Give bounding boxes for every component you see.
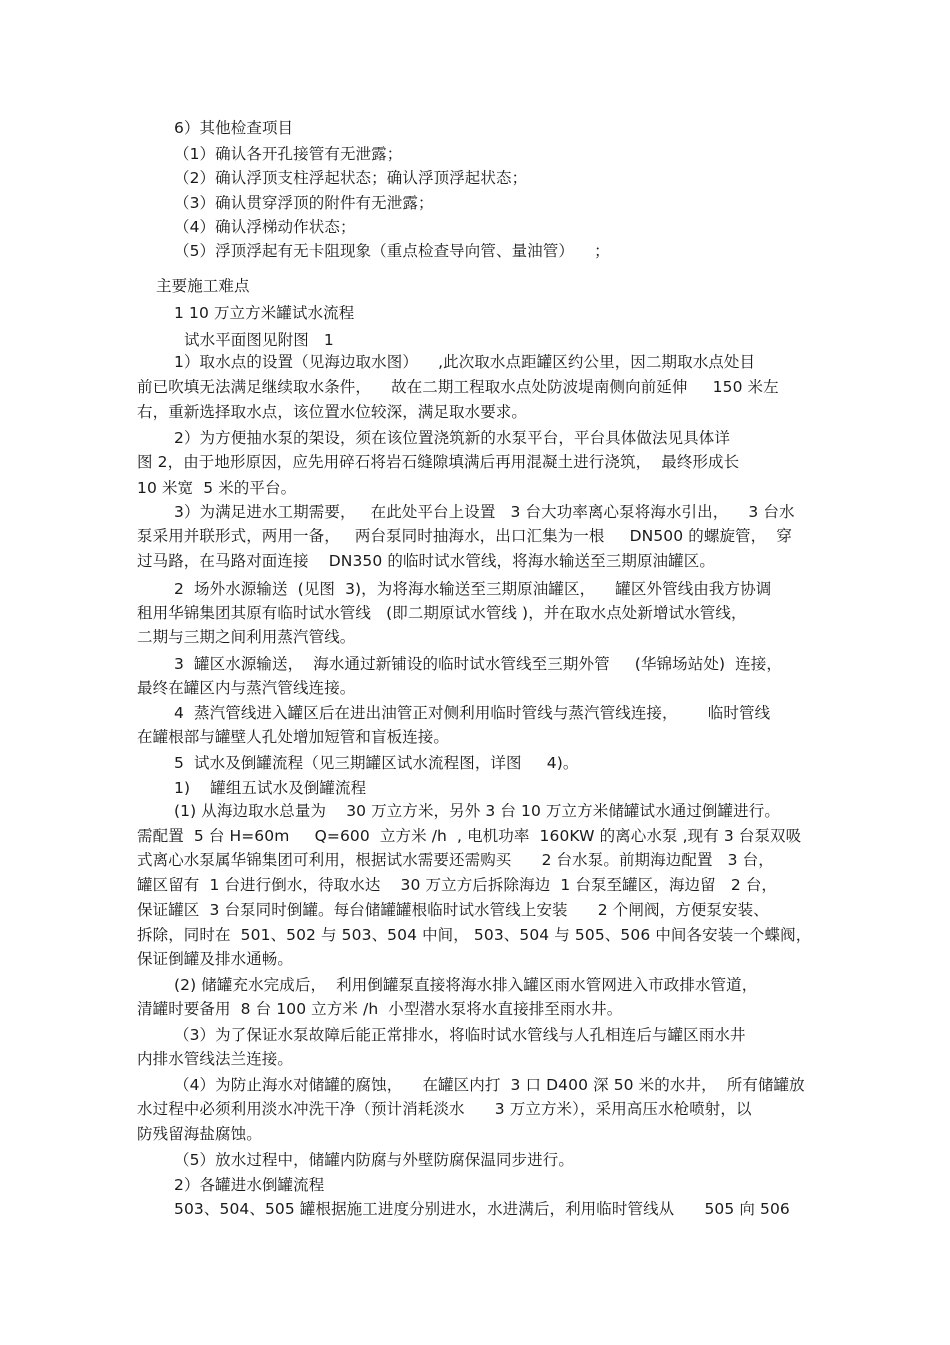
paragraph-line: 最终在罐区内与蒸汽管线连接。 xyxy=(137,679,356,697)
paragraph-line: 式离心水泵属华锦集团可利用，根据试水需要还需购买 2 台水泵。前期海边配置 3 台， xyxy=(137,851,774,869)
list-item: （4）确认浮梯动作状态； xyxy=(174,218,356,236)
paragraph-line: 前已吹填无法满足继续取水条件， 故在二期工程取水点处防波堤南侧向前延伸 150 米左 xyxy=(137,378,779,396)
heading-other-inspection: 6）其他检查项目 xyxy=(174,119,294,137)
paragraph-line: 保证罐区 3 台泵同时倒罐。每台储罐罐根临时试水管线上安装 2 个闸阀，方便泵安装、 xyxy=(137,901,769,919)
subsection-heading: 2）各罐进水倒罐流程 xyxy=(174,1176,325,1194)
paragraph-line: 防残留海盐腐蚀。 xyxy=(137,1125,262,1143)
paragraph-line: 租用华锦集团其原有临时试水管线 (即二期原试水管线 )，并在取水点处新增试水管线， xyxy=(137,604,747,622)
section-heading: 主要施工难点 xyxy=(156,277,250,295)
paragraph-line: (2) 储罐充水完成后， 利用倒罐泵直接将海水排入罐区雨水管网进入市政排水管道， xyxy=(174,976,758,994)
paragraph-line: 5 试水及倒罐流程（见三期罐区试水流程图，详图 4)。 xyxy=(174,754,579,772)
subsection-heading: 1) 罐组五试水及倒罐流程 xyxy=(174,779,367,797)
paragraph-line: 保证倒罐及排水通畅。 xyxy=(137,950,294,968)
paragraph-line: 二期与三期之间利用蒸汽管线。 xyxy=(137,628,356,646)
paragraph-line: 3 罐区水源输送， 海水通过新铺设的临时试水管线至三期外管 (华锦场站处) 连接， xyxy=(174,655,782,673)
paragraph-line: （5）放水过程中，储罐内防腐与外壁防腐保温同步进行。 xyxy=(174,1151,574,1169)
paragraph-line: （4）为防止海水对储罐的腐蚀， 在罐区内打 3 口 D400 深 50 米的水井， 所有储罐放 xyxy=(174,1076,805,1094)
paragraph-line: 需配置 5 台 H=60m Q=600 立方米 /h , 电机功率 160KW 的离心水泵 ,现有 3 台泵双吸 xyxy=(137,827,802,845)
paragraph-line: 在罐根部与罐壁人孔处增加短管和盲板连接。 xyxy=(137,728,450,746)
paragraph-line: 试水平面图见附图 1 xyxy=(184,331,334,349)
list-item: （2）确认浮顶支柱浮起状态；确认浮顶浮起状态； xyxy=(174,169,528,187)
paragraph-line: 罐区留有 1 台进行倒水，待取水达 30 万立方后拆除海边 1 台泵至罐区，海边留 2 台， xyxy=(137,876,778,894)
paragraph-line: 泵采用并联形式，两用一备， 两台泵同时抽海水，出口汇集为一根 DN500 的螺旋管， 穿 xyxy=(137,527,792,545)
paragraph-line: （3）为了保证水泵故障后能正常排水，将临时试水管线与人孔相连后与罐区雨水井 xyxy=(174,1026,746,1044)
paragraph-line: 拆除，同时在 501、502 与 503、504 中间， 503、504 与 505、506 中间各安装一个蝶阀， xyxy=(137,926,812,944)
paragraph-line: 图 2，由于地形原因，应先用碎石将岩石缝隙填满后再用混凝土进行浇筑， 最终形成长 xyxy=(137,453,740,471)
paragraph-line: (1) 从海边取水总量为 30 万立方米，另外 3 台 10 万立方米储罐试水通过倒罐进行。 xyxy=(174,802,780,820)
paragraph-line: 2 场外水源输送 (见图 3)，为将海水输送至三期原油罐区， 罐区外管线由我方协调 xyxy=(174,580,772,598)
paragraph-line: 3）为满足进水工期需要， 在此处平台上设置 3 台大功率离心泵将海水引出， 3 台水 xyxy=(174,503,795,521)
subsection-heading: 1 10 万立方米罐试水流程 xyxy=(174,304,355,322)
paragraph-line: 1）取水点的设置（见海边取水图） ,此次取水点距罐区约公里，因二期取水点处目 xyxy=(174,353,756,371)
paragraph-line: 4 蒸汽管线进入罐区后在进出油管正对侧利用临时管线与蒸汽管线连接， 临时管线 xyxy=(174,704,771,722)
paragraph-line: 清罐时要备用 8 台 100 立方米 /h 小型潜水泵将水直接排至雨水井。 xyxy=(137,1000,623,1018)
paragraph-line: 2）为方便抽水泵的架设，须在该位置浇筑新的水泵平台，平台具体做法见具体详 xyxy=(174,429,730,447)
paragraph-line: 右，重新选择取水点，该位置水位较深，满足取水要求。 xyxy=(137,403,528,421)
paragraph-line: 内排水管线法兰连接。 xyxy=(137,1050,294,1068)
list-item: （5）浮顶浮起有无卡阻现象（重点检查导向管、量油管） ； xyxy=(174,242,610,260)
list-item: （1）确认各开孔接管有无泄露； xyxy=(174,145,403,163)
list-item: （3）确认贯穿浮顶的附件有无泄露； xyxy=(174,194,434,212)
paragraph-line: 10 米宽 5 米的平台。 xyxy=(137,479,297,497)
paragraph-line: 过马路，在马路对面连接 DN350 的临时试水管线，将海水输送至三期原油罐区。 xyxy=(137,552,715,570)
paragraph-line: 水过程中必须利用淡水冲洗干净（预计消耗淡水 3 万立方米），采用高压水枪喷射，以 xyxy=(137,1100,752,1118)
paragraph-line: 503、504、505 罐根据施工进度分别进水，水进满后，利用临时管线从 505 向 506 xyxy=(174,1200,790,1218)
